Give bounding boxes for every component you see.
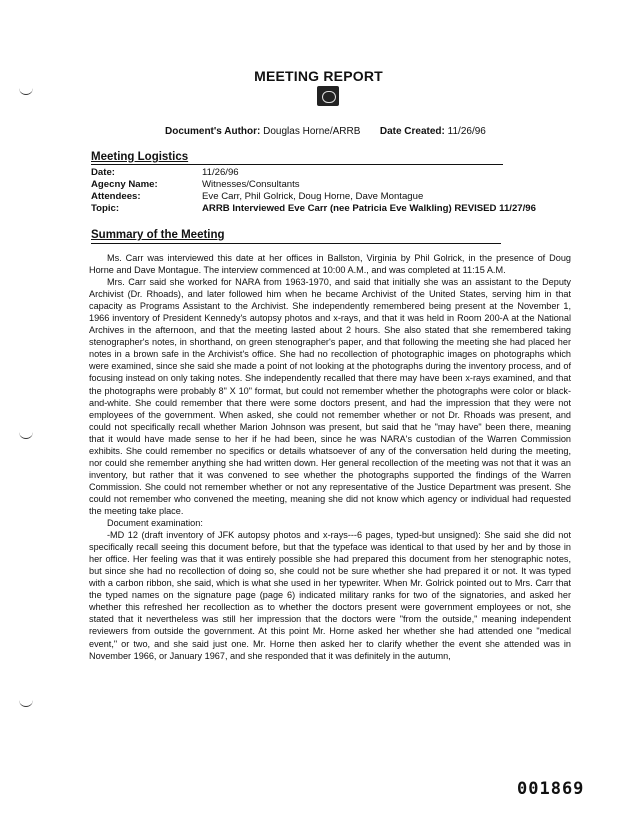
binder-mark [19,432,33,439]
logistics-key: Agecny Name: [91,179,158,190]
seal-logo-icon [317,86,339,106]
paragraph: Mrs. Carr said she worked for NARA from 1963-1970, and said that initially she was an assistant to the Deputy Archivist (Dr. Rhoads), and later followed him when he became Archivist of the United States, serving him in that capacity as Programs Assistant to the Archivist. She independently remembered being present at the November 1, 1966 inventory of President Kennedy's autopsy photos and x-rays, and that it was held in Room 200-A at the National Archives in the afternoon, and that the meeting lasted about 2 hours. She also stated that she remembered taking stenographer's notes, in shorthand, on green stenographer's paper, and that following the meeting she had placed her notes in a brown safe in the Archivist's office. She had no recollection of photographic images on photographs which were examined, since she said she made a point of not looking at the photographs during the inventory process, and of focusing instead on only taking notes. She independently recalled that there may have been x-rays examined, and that the photographs were probably 8" X 10" format, but could not remember whether the photographs were color or black-and-white. She could remember that there were some doctors present, and had the impression that they were not employees of the government. When asked, she could not remember whether or not Dr. Rhoads was present, and could not specifically recall whether Marion Johnson was present, but said that he "may have" been there, meaning that it would have made sense to her if he had been, since he was NARA's custodian of the Warren Commission exhibits. She could remember no specifics or details whatsoever of any of the conversation held during the meeting, nor could she remember anything she had written down. Her general recollection of the meeting was not that it was an inventory, but rather that it was convened to see whether the photographs supported the findings of the Warren Commission. She could not remember whether or not any representative of the Justice Department was present. She could not remember who convened the meeting, meaning she did not know which agency or individual had requested the meeting take place. [89,277,571,516]
bates-number: 001869 [517,779,585,799]
binder-mark [19,700,33,707]
logistics-value: Witnesses/Consultants [202,179,300,190]
logistics-value: ARRB Interviewed Eve Carr (nee Patricia Eve Walkling) REVISED 11/27/96 [202,203,536,214]
logistics-heading: Meeting Logistics [91,151,189,163]
author-label: Document's Author: [165,126,261,137]
paragraph: Ms. Carr was interviewed this date at her offices in Ballston, Virginia by Phil Golrick, in the presence of Doug Horne and Dave Montague. The interview commenced at 10:00 A.M., and was completed at 11:15 A.M. [89,253,571,276]
created-label: Date Created: [379,126,445,137]
logistics-key: Attendees: [91,191,141,202]
logistics-rule [91,164,503,165]
summary-rule [91,243,501,244]
logistics-key: Date: [91,167,115,178]
created-value: 11/26/96 [447,126,486,137]
paragraph: -MD 12 (draft inventory of JFK autopsy photos and x-rays---6 pages, typed-but unsigned): She said she did not specifically recall seeing this document before, but that the typeface was identical to that used by her and by those in her office. Her feeling was that it was entirely possible she had prepared this document from her stenographic notes, but since she had no recollection of doing so, she could not be sure whether she had prepared it or not. It was typed with a carbon ribbon, she said, which is what she used in her typewriter. When Mr. Golrick pointed out to Mrs. Carr that the typed names on the signature page (page 6) indicated military ranks for two of the signatories, and asked her whether this refreshed her recollection as to whether the doctors present were government employees or not, she stated that it nevertheless was still her impression that the doctors were "from the outside," meaning independent reviewers from outside the government. At this point Mr. Horne asked her whether she had attended one "medical event," or two, and she said just one. Mr. Horne then asked her to clarify whether the event she attended was in November 1966, or January 1967, and she responded that it was definitely in the autumn, [89,530,571,661]
summary-heading: Summary of the Meeting [91,229,225,241]
paragraph: Document examination: [107,518,203,529]
logistics-value: 11/26/96 [202,167,239,178]
logistics-key: Topic: [91,203,120,214]
author-value: Douglas Horne/ARRB [263,126,361,137]
author-line [165,126,486,137]
logistics-value: Eve Carr, Phil Golrick, Doug Horne, Dave Montague [202,191,424,202]
binder-mark [19,88,33,95]
page-title: MEETING REPORT [254,68,383,84]
summary-body [89,252,571,662]
